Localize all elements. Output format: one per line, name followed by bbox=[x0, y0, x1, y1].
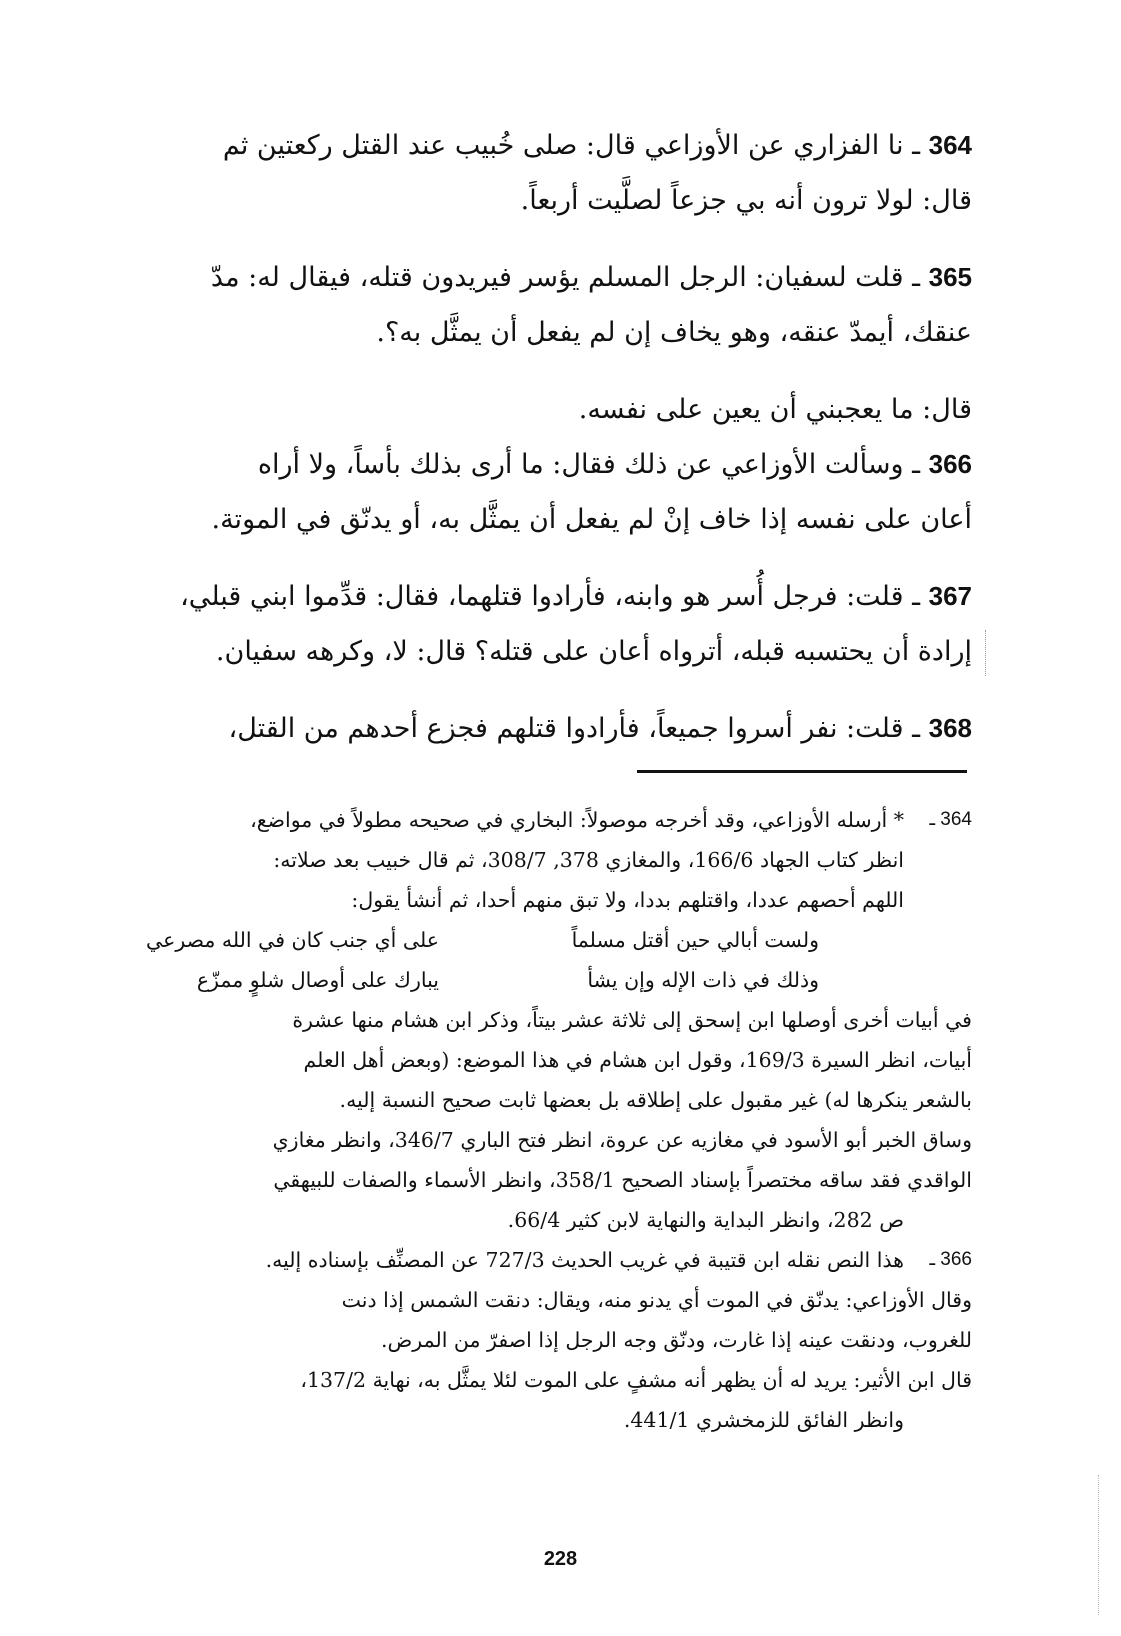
footnote-line: ص 282، وانظر البداية والنهاية لابن كثير 66/4. bbox=[507, 1208, 904, 1232]
footnote-line: وانظر الفائق للزمخشري 441/1. bbox=[623, 1408, 904, 1432]
verse-first-half: وذلك في ذات الإله وإن يشأ bbox=[587, 968, 819, 992]
main-text bbox=[92, 118, 972, 778]
paragraph-367 bbox=[92, 569, 972, 679]
footnote-line: قال ابن الأثير: يريد له أن يظهر أنه مشفٍ على الموت لئلا يمثَّل به، نهاية 137/2، bbox=[300, 1368, 972, 1392]
paragraph-line: ـ وسألت الأوزاعي عن ذلك فقال: ما أرى بذلك بأساً، ولا أراه bbox=[257, 449, 921, 480]
paragraph-line: قال: لولا ترون أنه بي جزعاً لصلَّيت أربعاً. bbox=[520, 185, 972, 216]
footnote-line: للغروب، ودنقت عينه إذا غارت، ودنّق وجه الرجل إذا اصفرّ من المرض. bbox=[381, 1328, 972, 1352]
footnote-366-continued bbox=[82, 1280, 972, 1440]
footnote-line: في أبيات أخرى أوصلها ابن إسحق إلى ثلاثة عشر بيتاً، وذكر ابن هشام منها عشرة bbox=[292, 1008, 972, 1032]
paragraph-line: إرادة أن يحتسبه قبله، أترواه أعان على قتله؟ قال: لا، وكرهه سفيان. bbox=[215, 636, 972, 667]
scan-artifact-line bbox=[985, 630, 986, 676]
verse-first-half: ولست أبالي حين أقتل مسلماً bbox=[571, 928, 819, 952]
poem-verse bbox=[82, 960, 904, 1000]
paragraph-line: ـ قلت: نفر أسروا جميعاً، فأرادوا قتلهم فجزع أحدهم من القتل، bbox=[228, 713, 921, 744]
paragraph-line: عنقك، أيمدّ عنقه، وهو يخاف إن لم يفعل أن يمثَّل به؟. bbox=[376, 317, 972, 348]
paragraph-364 bbox=[92, 118, 972, 228]
paragraph-number: 365 bbox=[928, 262, 972, 292]
footnote-line: وساق الخبر أبو الأسود في مغازيه عن عروة، انظر فتح الباري 346/7، وانظر مغازي bbox=[272, 1128, 972, 1152]
paragraph-number: 364 bbox=[928, 130, 972, 160]
paragraph-line: ـ قلت لسفيان: الرجل المسلم يؤسر فيريدون قتله، فيقال له: مدّ bbox=[210, 262, 921, 293]
verse-second-half: يبارك على أوصال شلوٍ ممزّع bbox=[196, 968, 439, 992]
paragraph-line: أعان على نفسه إذا خاف إنْ لم يفعل أن يمثَّل به، أو يدنّق في الموتة. bbox=[211, 504, 972, 535]
paragraph-answer bbox=[92, 382, 972, 437]
scan-artifact-line bbox=[1098, 1475, 1099, 1615]
paragraph-number: 368 bbox=[928, 713, 972, 743]
footnote-line: هذا النص نقله ابن قتيبة في غريب الحديث 727/3 عن المصنِّف بإسناده إليه. bbox=[265, 1248, 904, 1272]
footnote-line: الواقدي فقد ساقه مختصراً بإسناد الصحيح 358/1، وانظر الأسماء والصفات للبيهقي bbox=[273, 1168, 972, 1192]
verse-second-half: على أي جنب كان في الله مصرعي bbox=[146, 928, 439, 952]
footnote-separator bbox=[637, 770, 967, 773]
paragraph-366 bbox=[92, 437, 972, 547]
page-number: 228 bbox=[543, 1548, 578, 1570]
footnote-line: * أرسله الأوزاعي، وقد أخرجه موصولاً: البخاري في صحيحه مطولاً في مواضع، bbox=[250, 808, 904, 832]
footnote-line: انظر كتاب الجهاد 166/6، والمغازي 378, 308/7، ثم قال خبيب بعد صلاته: bbox=[273, 848, 904, 872]
paragraph-number: 366 bbox=[928, 449, 972, 479]
footnote-line: أبيات، انظر السيرة 169/3، وقول ابن هشام في هذا الموضع: (وبعض أهل العلم bbox=[303, 1048, 972, 1072]
paragraph-line: ـ قلت: فرجل أُسر هو وابنه، فأرادوا قتلهما، فقال: قدِّموا ابني قبلي، bbox=[180, 581, 921, 612]
paragraph-number: 367 bbox=[928, 581, 972, 611]
footnote-number: 366 ـ bbox=[929, 1249, 972, 1270]
footnote-number: 364 ـ bbox=[929, 809, 972, 830]
footnote-line: اللهم أحصهم عددا، واقتلهم بددا، ولا تبق منهم أحدا، ثم أنشأ يقول: bbox=[351, 888, 904, 912]
paragraph-365 bbox=[92, 250, 972, 360]
footnote-364 bbox=[82, 800, 972, 1000]
footnotes bbox=[82, 800, 972, 1440]
footnote-line: بالشعر ينكرها له) غير مقبول على إطلاقه بل بعضها ثابت صحيح النسبة إليه. bbox=[339, 1088, 972, 1112]
paragraph-line: قال: ما يعجبني أن يعين على نفسه. bbox=[578, 394, 972, 425]
paragraph-line: ـ نا الفزاري عن الأوزاعي قال: صلى خُبيب عند القتل ركعتين ثم bbox=[222, 130, 921, 161]
footnote-366 bbox=[82, 1240, 972, 1280]
poem-verse bbox=[82, 920, 904, 960]
footnote-364-continued bbox=[82, 1000, 972, 1240]
paragraph-368 bbox=[92, 701, 972, 756]
footnote-line: وقال الأوزاعي: يدنّق في الموت أي يدنو منه، ويقال: دنقت الشمس إذا دنت bbox=[341, 1288, 972, 1312]
